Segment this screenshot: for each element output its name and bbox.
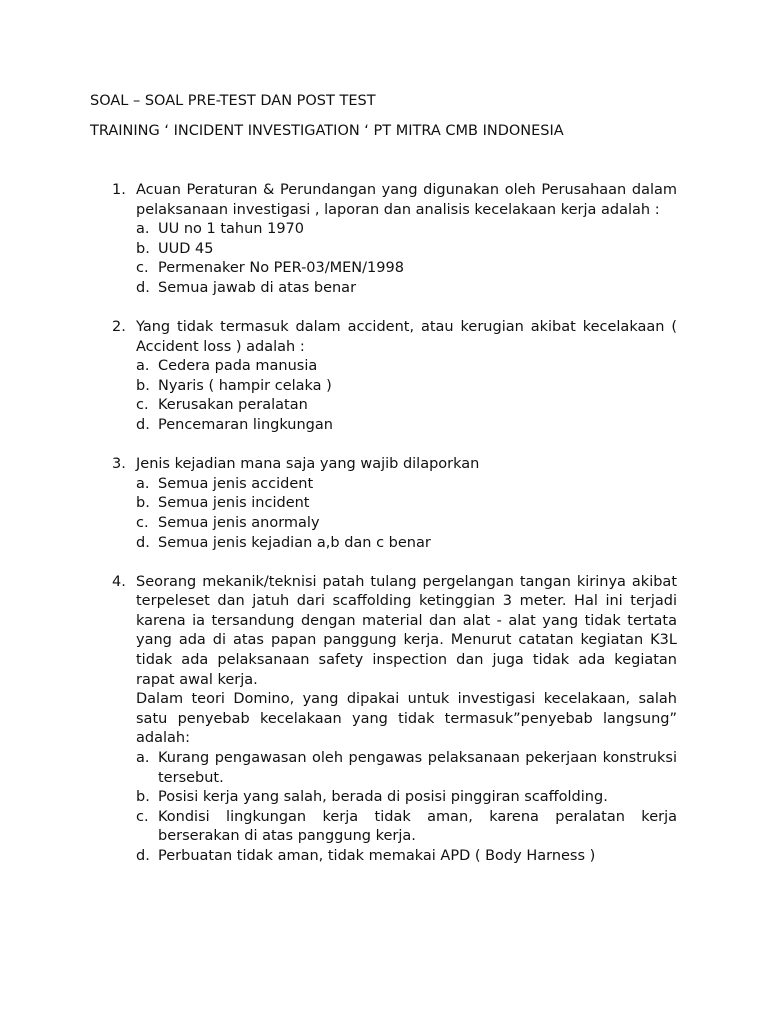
option-text: Posisi kerja yang salah, berada di posisi pinggiran scaffolding.: [158, 789, 608, 806]
option-letter: c.: [136, 808, 149, 825]
option-letter: d.: [136, 417, 150, 434]
option-text: Kurang pengawasan oleh pengawas pelaksanaan pekerjaan konstruksi tersebut.: [158, 749, 677, 786]
option-letter: b.: [136, 789, 150, 806]
option-text: Semua jenis accident: [158, 475, 314, 492]
option-list: [136, 220, 677, 298]
option-d: [136, 416, 677, 436]
option-text: UU no 1 tahun 1970: [158, 221, 304, 238]
option-d: [136, 847, 677, 867]
document-subtitle: TRAINING ‘ INCIDENT INVESTIGATION ‘ PT MITRA CMB INDONESIA: [90, 123, 564, 139]
option-c: [136, 514, 677, 534]
question-number: 2.: [112, 319, 126, 336]
option-text: Semua jawab di atas benar: [158, 279, 357, 296]
question-prompt: Dalam teori Domino, yang dipakai untuk investigasi kecelakaan, salah satu penyebab kecelakaan yang tidak termasuk”penyebab langsung” adalah:: [136, 691, 677, 747]
option-letter: d.: [136, 279, 150, 296]
option-d: [136, 534, 677, 554]
question-2: [112, 318, 677, 436]
option-letter: d.: [136, 847, 150, 864]
option-letter: a.: [136, 749, 150, 766]
question-4: [112, 573, 677, 867]
option-a: [136, 357, 677, 377]
option-a: [136, 749, 677, 788]
option-c: [136, 808, 677, 847]
option-letter: c.: [136, 260, 149, 277]
option-b: [136, 377, 677, 397]
option-letter: c.: [136, 514, 149, 531]
option-letter: b.: [136, 377, 150, 394]
question-1: [112, 181, 677, 299]
question-3: [112, 455, 677, 553]
question-body: [136, 573, 677, 749]
option-text: Semua jenis anormaly: [158, 514, 320, 531]
question-text: Acuan Peraturan & Perundangan yang digunakan oleh Perusahaan dalam pelaksanaan investigasi , laporan dan analisis kecelakaan kerja adalah :: [136, 182, 677, 218]
option-a: [136, 220, 677, 240]
option-letter: a.: [136, 221, 150, 238]
question-number: 3.: [112, 456, 126, 473]
option-text: Nyaris ( hampir celaka ): [158, 377, 332, 394]
question-text: Jenis kejadian mana saja yang wajib dilaporkan: [136, 456, 480, 473]
option-c: [136, 396, 677, 416]
option-text: Permenaker No PER-03/MEN/1998: [158, 260, 404, 277]
question-text: Yang tidak termasuk dalam accident, atau kerugian akibat kecelakaan ( Accident loss ) adalah :: [136, 319, 677, 355]
question-number: 4.: [112, 573, 126, 590]
option-list: [136, 749, 677, 867]
option-b: [136, 788, 677, 808]
option-letter: a.: [136, 358, 150, 375]
option-a: [136, 475, 677, 495]
option-text: Semua jenis incident: [158, 495, 310, 512]
option-text: Kerusakan peralatan: [158, 397, 308, 414]
option-letter: b.: [136, 495, 150, 512]
option-text: Pencemaran lingkungan: [158, 417, 333, 434]
option-b: [136, 494, 677, 514]
option-b: [136, 240, 677, 260]
option-text: Perbuatan tidak aman, tidak memakai APD ( Body Harness ): [158, 847, 596, 864]
option-text: Semua jenis kejadian a,b dan c benar: [158, 534, 431, 551]
option-text: UUD 45: [158, 240, 214, 257]
option-text: Cedera pada manusia: [158, 358, 318, 375]
option-d: [136, 279, 677, 299]
option-letter: a.: [136, 475, 150, 492]
option-letter: c.: [136, 397, 149, 414]
question-list: [112, 181, 677, 886]
option-c: [136, 259, 677, 279]
option-text: Kondisi lingkungan kerja tidak aman, karena peralatan kerja berserakan di atas panggung kerja.: [158, 808, 677, 845]
option-list: [136, 475, 677, 553]
option-letter: b.: [136, 240, 150, 257]
option-list: [136, 357, 677, 435]
question-number: 1.: [112, 182, 126, 198]
document-title: SOAL – SOAL PRE-TEST DAN POST TEST: [90, 93, 376, 109]
option-letter: d.: [136, 534, 150, 551]
question-text: Seorang mekanik/teknisi patah tulang pergelangan tangan kirinya akibat terpeleset dan jatuh dari scaffolding ketinggian 3 meter. Hal ini terjadi karena ia tersandung dengan material dan alat - alat yang tidak tertata yang ada di atas papan panggung kerja. Menurut catatan kegiatan K3L tidak ada pelaksanaan safety inspection dan juga tidak ada kegiatan rapat awal kerja.: [136, 573, 677, 688]
